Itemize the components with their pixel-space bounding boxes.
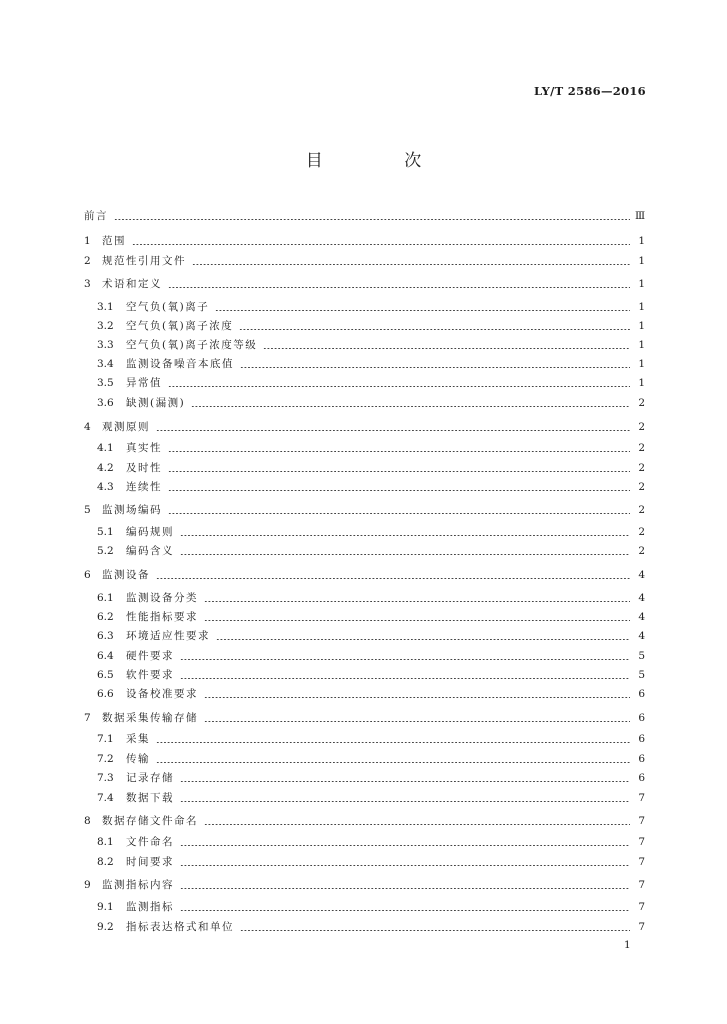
toc-entry-number: 7.2 [97, 753, 114, 765]
toc-entry[interactable] [84, 591, 645, 605]
toc-entry-page: 1 [638, 255, 645, 267]
toc-entry-number: 5 [84, 504, 91, 516]
dot-leader [114, 219, 630, 220]
toc-entry[interactable] [84, 254, 645, 268]
toc-entry-page: 2 [638, 504, 645, 516]
toc-entry-number: 3 [84, 278, 91, 290]
toc-entry-label: 空气负(氧)离子浓度 [126, 320, 234, 332]
dot-leader [156, 578, 630, 579]
toc-entry-label: 连续性 [126, 481, 162, 493]
toc-entry[interactable] [84, 732, 645, 746]
toc-entry-label: 硬件要求 [126, 650, 174, 662]
toc-entry[interactable] [84, 752, 645, 766]
toc-entry[interactable] [84, 610, 645, 624]
toc-entry[interactable] [84, 711, 645, 725]
toc-entry[interactable] [84, 835, 645, 849]
dot-leader [240, 367, 630, 368]
dot-leader [180, 535, 630, 536]
toc-entry-label: 数据存储文件命名 [102, 815, 198, 827]
toc-entry[interactable] [84, 649, 645, 663]
dot-leader [180, 888, 630, 889]
toc-entry-label: 环境适应性要求 [126, 630, 210, 642]
toc-entry-number: 6.1 [97, 592, 114, 604]
toc-entry-page: 2 [638, 462, 645, 474]
toc-entry-number: 6.3 [97, 630, 114, 642]
toc-entry-label: 监测设备 [102, 569, 150, 581]
toc-entry-label: 缺测(漏测) [126, 397, 186, 409]
toc-entry[interactable] [84, 209, 645, 223]
dot-leader [192, 264, 630, 265]
toc-entry-number: 1 [84, 235, 91, 247]
toc-entry[interactable] [84, 629, 645, 643]
toc-entry-page: 1 [638, 278, 645, 290]
toc-entry-page: 7 [638, 856, 645, 868]
toc-entry-number: 9 [84, 879, 91, 891]
toc-entry-page: 4 [638, 592, 645, 604]
toc-entry-number: 6.5 [97, 669, 114, 681]
toc-entry[interactable] [84, 300, 645, 314]
toc-entry-label: 监测设备分类 [126, 592, 198, 604]
toc-entry-label: 设备校准要求 [126, 688, 198, 700]
toc-entry-label: 空气负(氧)离子 [126, 301, 210, 313]
toc-entry-label: 指标表达格式和单位 [126, 921, 234, 933]
dot-leader [168, 287, 630, 288]
dot-leader [168, 513, 630, 514]
toc-entry-number: 8.2 [97, 856, 114, 868]
toc-entry-number: 4.1 [97, 442, 114, 454]
dot-leader [191, 406, 630, 407]
toc-entry-number: 7.3 [97, 772, 114, 784]
toc-entry-page: 2 [638, 397, 645, 409]
toc-entry[interactable] [84, 814, 645, 828]
dot-leader [180, 781, 630, 782]
toc-entry-page: 1 [638, 377, 645, 389]
toc-entry-number: 7.1 [97, 733, 114, 745]
toc-entry-page: 7 [638, 815, 645, 827]
toc-entry-page: 1 [638, 339, 645, 351]
toc-entry-label: 前言 [84, 210, 108, 222]
toc-entry-number: 4.2 [97, 462, 114, 474]
dot-leader [204, 620, 630, 621]
toc-entry-label: 监测指标内容 [102, 879, 174, 891]
toc-entry-page: 7 [638, 836, 645, 848]
toc-entry-page: 6 [638, 753, 645, 765]
dot-leader [168, 490, 630, 491]
toc-entry-page: 1 [638, 358, 645, 370]
dot-leader [168, 386, 630, 387]
toc-entry-number: 9.1 [97, 901, 114, 913]
toc-entry[interactable] [84, 668, 645, 682]
dot-leader [180, 910, 630, 911]
dot-leader [180, 845, 630, 846]
toc-entry-label: 数据采集传输存储 [102, 712, 198, 724]
toc-entry-number: 8.1 [97, 836, 114, 848]
toc-entry[interactable] [84, 544, 645, 558]
toc-entry[interactable] [84, 357, 645, 371]
toc-entry-page: 4 [638, 611, 645, 623]
toc-entry[interactable] [84, 376, 645, 390]
toc-entry-number: 3.6 [97, 397, 114, 409]
toc-entry-page: 2 [638, 481, 645, 493]
toc-entry-number: 3.3 [97, 339, 114, 351]
toc-entry-label: 软件要求 [126, 669, 174, 681]
page-title: 目 次 [305, 151, 460, 171]
dot-leader [216, 639, 630, 640]
toc-entry-page: 6 [638, 772, 645, 784]
dot-leader [180, 554, 630, 555]
toc-entry-page: Ⅲ [635, 210, 646, 222]
toc-entry-number: 3.4 [97, 358, 114, 370]
toc-entry-label: 监测设备噪音本底值 [126, 358, 234, 370]
toc-entry-page: 1 [638, 301, 645, 313]
toc-entry-number: 7 [84, 712, 91, 724]
toc-entry[interactable] [84, 234, 645, 248]
toc-entry-label: 记录存储 [126, 772, 174, 784]
toc-entry-page: 2 [638, 526, 645, 538]
toc-entry-page: 6 [638, 733, 645, 745]
toc-entry[interactable] [84, 525, 645, 539]
toc-entry[interactable] [84, 568, 645, 582]
dot-leader [240, 930, 630, 931]
toc-entry[interactable] [84, 920, 645, 934]
toc-entry-page: 6 [638, 688, 645, 700]
toc-entry-label: 采集 [126, 733, 150, 745]
toc-entry[interactable] [84, 687, 645, 701]
toc-entry[interactable] [84, 791, 645, 805]
toc-entry-label: 异常值 [126, 377, 162, 389]
toc-entry-label: 编码含义 [126, 545, 174, 557]
dot-leader [180, 801, 630, 802]
toc-entry-label: 规范性引用文件 [102, 255, 186, 267]
toc-entry-page: 6 [638, 712, 645, 724]
toc-entry-page: 2 [638, 442, 645, 454]
toc-entry[interactable] [84, 420, 645, 434]
toc-entry[interactable] [84, 277, 645, 291]
toc-entry-label: 观测原则 [102, 421, 150, 433]
dot-leader [239, 329, 630, 330]
toc-entry-label: 监测指标 [126, 901, 174, 913]
toc-entry-label: 真实性 [126, 442, 162, 454]
toc-entry-number: 7.4 [97, 792, 114, 804]
toc-entry-label: 编码规则 [126, 526, 174, 538]
toc-entry-number: 5.1 [97, 526, 114, 538]
toc-entry-page: 4 [638, 569, 645, 581]
dot-leader [204, 721, 630, 722]
toc-entry-number: 4.3 [97, 481, 114, 493]
dot-leader [156, 762, 630, 763]
toc-entry[interactable] [84, 480, 645, 494]
toc-entry[interactable] [84, 396, 645, 410]
toc-entry-number: 3.5 [97, 377, 114, 389]
toc-entry-number: 8 [84, 815, 91, 827]
toc-entry-number: 3.2 [97, 320, 114, 332]
toc-entry[interactable] [84, 319, 645, 333]
toc-entry-number: 6.6 [97, 688, 114, 700]
toc-entry[interactable] [84, 771, 645, 785]
dot-leader [204, 697, 630, 698]
toc-entry-page: 4 [638, 630, 645, 642]
toc-entry[interactable] [84, 461, 645, 475]
toc-entry-label: 时间要求 [126, 856, 174, 868]
toc-entry-page: 7 [638, 901, 645, 913]
toc-entry-number: 6 [84, 569, 91, 581]
toc-entry-page: 1 [638, 235, 645, 247]
toc-entry-label: 文件命名 [126, 836, 174, 848]
toc-entry-number: 4 [84, 421, 91, 433]
dot-leader [168, 471, 630, 472]
toc-entry-page: 7 [638, 921, 645, 933]
toc-entry[interactable] [84, 878, 645, 892]
toc-entry-number: 9.2 [97, 921, 114, 933]
dot-leader [204, 824, 630, 825]
toc-entry-number: 6.4 [97, 650, 114, 662]
dot-leader [180, 678, 630, 679]
toc-entry-page: 5 [638, 669, 645, 681]
dot-leader [132, 244, 630, 245]
toc-entry-page: 7 [638, 792, 645, 804]
toc-entry-label: 监测场编码 [102, 504, 162, 516]
toc-entry-page: 1 [638, 320, 645, 332]
toc-entry-page: 7 [638, 879, 645, 891]
page-number: 1 [624, 939, 631, 951]
toc-entry-page: 2 [638, 421, 645, 433]
toc-entry-label: 传输 [126, 753, 150, 765]
dot-leader [215, 310, 630, 311]
dot-leader [180, 865, 630, 866]
toc-entry-label: 及时性 [126, 462, 162, 474]
dot-leader [156, 430, 630, 431]
toc-entry[interactable] [84, 441, 645, 455]
dot-leader [263, 348, 630, 349]
dot-leader [204, 601, 630, 602]
toc-entry-label: 范围 [102, 235, 126, 247]
dot-leader [168, 451, 630, 452]
dot-leader [156, 742, 630, 743]
toc-entry-page: 5 [638, 650, 645, 662]
table-of-contents [84, 0, 645, 1024]
toc-entry-label: 空气负(氧)离子浓度等级 [126, 339, 258, 351]
toc-entry[interactable] [84, 503, 645, 517]
dot-leader [180, 659, 630, 660]
toc-entry[interactable] [84, 338, 645, 352]
toc-entry-label: 数据下载 [126, 792, 174, 804]
toc-entry-number: 6.2 [97, 611, 114, 623]
toc-entry-label: 术语和定义 [102, 278, 162, 290]
toc-entry[interactable] [84, 900, 645, 914]
toc-entry-label: 性能指标要求 [126, 611, 198, 623]
toc-entry-number: 2 [84, 255, 91, 267]
toc-entry[interactable] [84, 855, 645, 869]
toc-entry-number: 5.2 [97, 545, 114, 557]
standard-code: LY/T 2586—2016 [533, 84, 646, 98]
toc-entry-number: 3.1 [97, 301, 114, 313]
toc-entry-page: 2 [638, 545, 645, 557]
